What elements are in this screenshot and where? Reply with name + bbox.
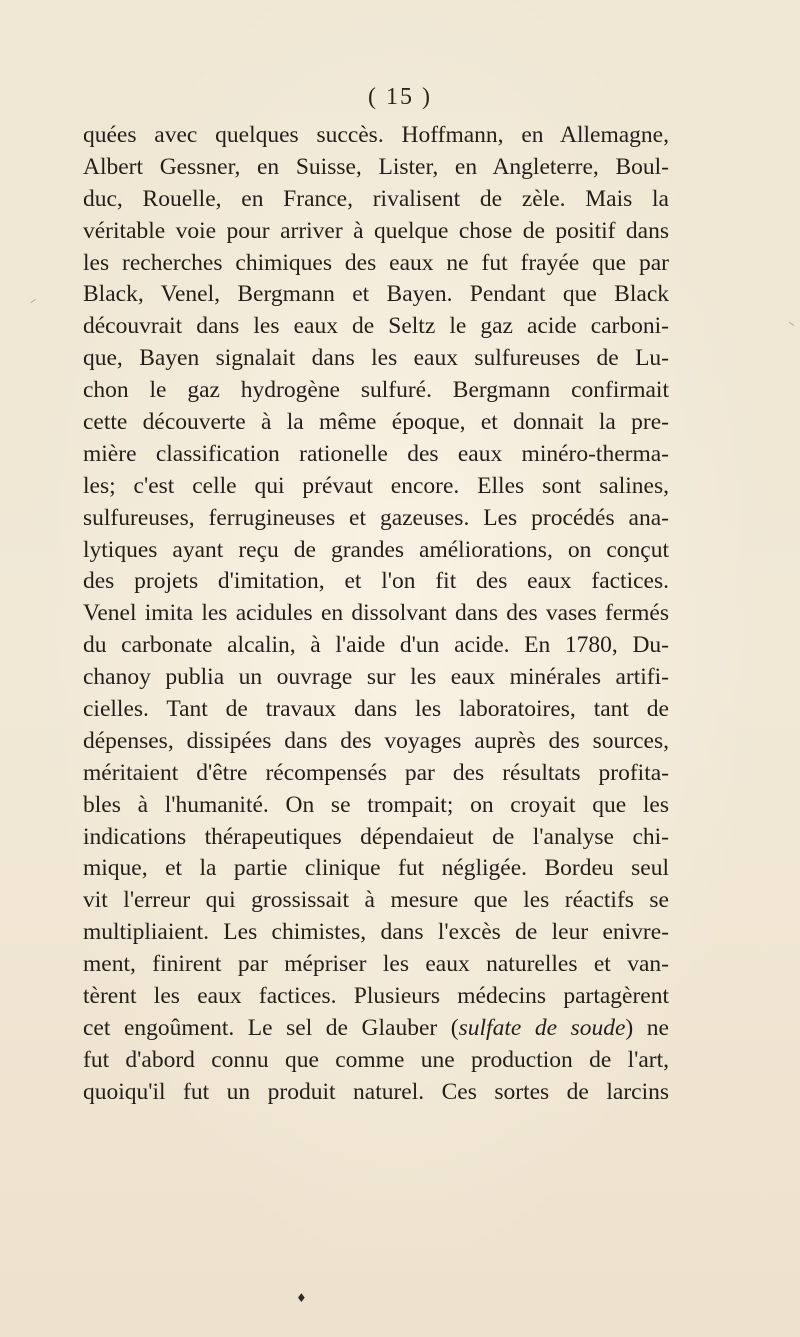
- text-line: quées avec quelques succès. Hoffmann, en Allemagne,: [83, 122, 669, 148]
- text-line: les; c'est celle qui prévaut encore. Elles sont salines,: [83, 472, 669, 499]
- text-line: les recherches chimiques des eaux ne fut frayée que par: [83, 249, 669, 276]
- text-line: Venel imita les acidules en dissolvant dans des vases fermés: [83, 600, 669, 627]
- text-line: bles à l'humanité. On se trompait; on croyait que les: [83, 791, 669, 818]
- text-line: Albert Gessner, en Suisse, Lister, en Angleterre, Boul-: [83, 153, 669, 180]
- text-line: cette découverte à la même époque, et donnait la pre-: [83, 409, 669, 436]
- italic-term: sulfate de soude: [458, 1014, 626, 1041]
- text-line: dépenses, dissipées dans des voyages auprès des sources,: [83, 727, 669, 754]
- margin-mark: [31, 299, 40, 308]
- text-line: méritaient d'être récompensés par des résultats profita-: [83, 759, 669, 786]
- text-line: vit l'erreur qui grossissait à mesure que les réactifs se: [83, 887, 669, 914]
- text-line: fut d'abord connu que comme une production de l'art,: [83, 1046, 669, 1073]
- text-line: véritable voie pour arriver à quelque chose de positif dans: [83, 217, 669, 244]
- text-line: multipliaient. Les chimistes, dans l'excès de leur enivre-: [83, 919, 669, 946]
- text-line: sulfureuses, ferrugineuses et gazeuses. Les procédés ana-: [83, 504, 669, 531]
- body-text: [83, 120, 669, 1109]
- text-line: ment, finirent par mépriser les eaux naturelles et van-: [83, 951, 669, 978]
- text-fragment: ) ne: [625, 1014, 669, 1041]
- margin-mark: [786, 322, 795, 331]
- text-line: découvrait dans les eaux de Seltz le gaz acide carboni-: [83, 313, 669, 340]
- text-line: tèrent les eaux factices. Plusieurs médecins partagèrent: [83, 983, 669, 1010]
- text-line: lytiques ayant reçu de grandes améliorations, on conçut: [83, 536, 669, 563]
- text-line: indications thérapeutiques dépendaieut de l'analyse chi-: [83, 823, 669, 850]
- text-line: du carbonate alcalin, à l'aide d'un acide. En 1780, Du-: [83, 632, 669, 659]
- text-line: chanoy publia un ouvrage sur les eaux minérales artifi-: [83, 664, 669, 691]
- text-line: chon le gaz hydrogène sulfuré. Bergmann confirmait: [83, 377, 669, 404]
- text-line: que, Bayen signalait dans les eaux sulfureuses de Lu-: [83, 345, 669, 372]
- ornament-mark: ♦: [296, 1291, 307, 1305]
- text-line: cielles. Tant de travaux dans les laboratoires, tant de: [83, 696, 669, 723]
- text-line: [83, 1013, 669, 1045]
- text-line: mière classification rationelle des eaux minéro-therma-: [83, 440, 669, 467]
- page-number: ( 15 ): [368, 84, 432, 110]
- text-line: quoiqu'il fut un produit naturel. Ces sortes de larcins: [83, 1078, 669, 1105]
- text-line: mique, et la partie clinique fut négligée. Bordeu seul: [83, 855, 669, 882]
- text-line: duc, Rouelle, en France, rivalisent de zèle. Mais la: [83, 185, 669, 212]
- text-fragment: cet engoûment. Le sel de Glauber (: [83, 1014, 459, 1041]
- text-line: des projets d'imitation, et l'on fit des eaux factices.: [83, 568, 669, 595]
- text-line: Black, Venel, Bergmann et Bayen. Pendant que Black: [83, 281, 669, 308]
